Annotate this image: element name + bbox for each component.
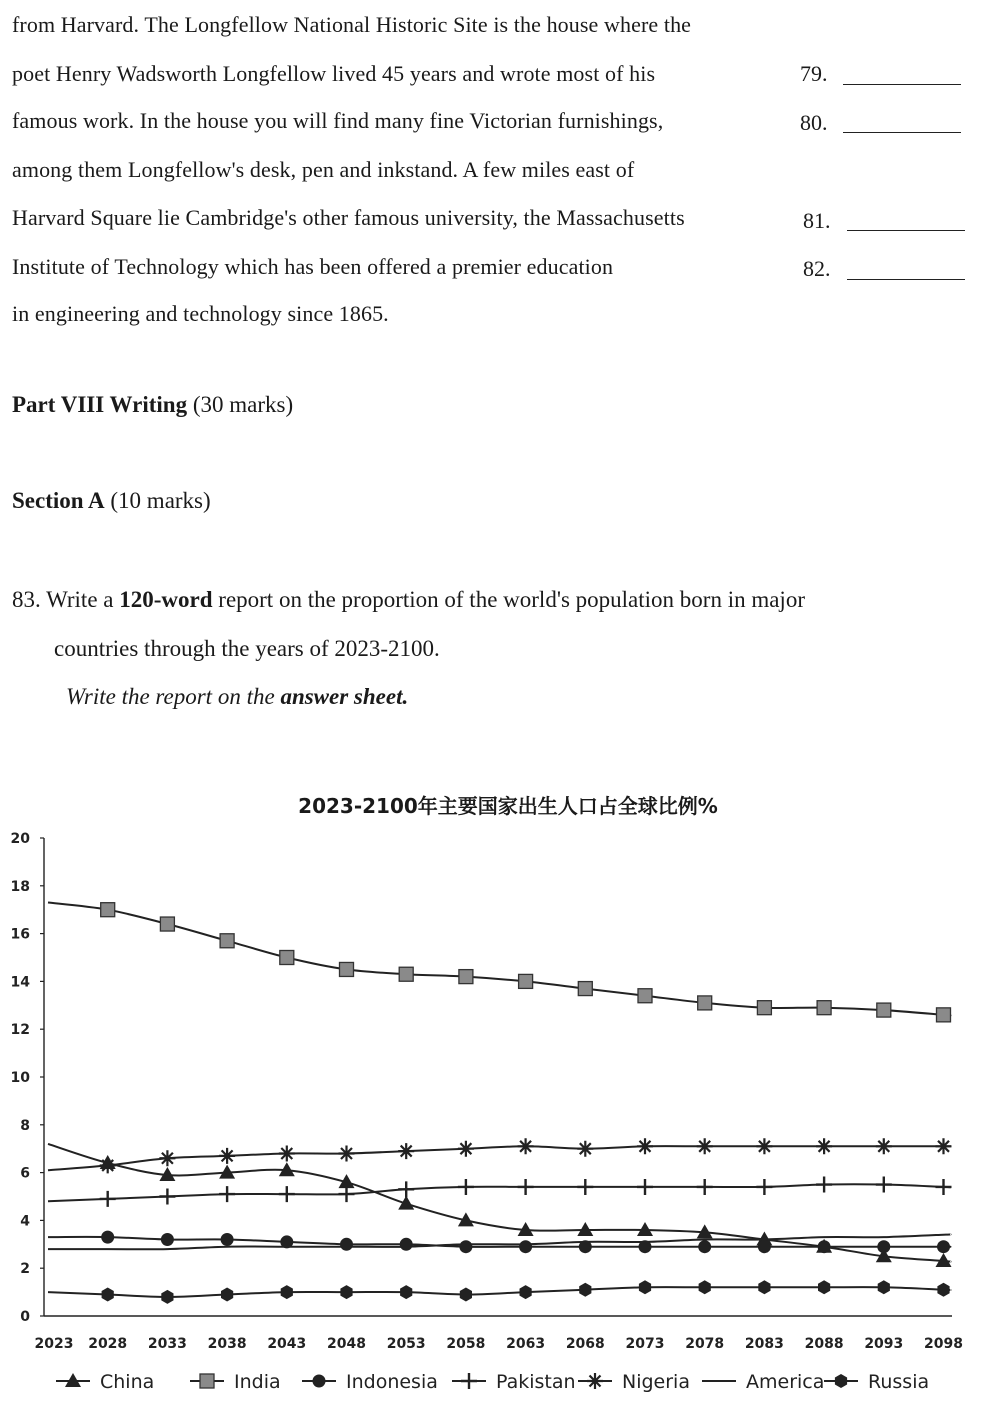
passage-line: in engineering and technology since 1865. xyxy=(12,301,389,326)
question-83-text-after: report on the proportion of the world's population born in major xyxy=(218,587,805,612)
data-point-plus xyxy=(279,1186,295,1202)
data-point-plus xyxy=(219,1186,235,1202)
data-point-square xyxy=(817,1001,831,1015)
data-point-hexagon xyxy=(460,1288,472,1302)
x-tick-label: 2043 xyxy=(267,1336,307,1352)
x-tick-label: 2073 xyxy=(625,1336,665,1352)
legend-label: Russia xyxy=(868,1371,930,1393)
passage-line: among them Longfellow's desk, pen and inkstand. A few miles east of xyxy=(12,157,635,182)
x-tick-label: 2098 xyxy=(924,1336,963,1352)
legend-label: Indonesia xyxy=(346,1371,438,1393)
part-heading-marks: (30 marks) xyxy=(192,392,294,417)
question-83-number: 83. xyxy=(12,587,41,612)
data-point-circle xyxy=(519,1240,532,1253)
data-point-hexagon xyxy=(579,1283,591,1297)
series-nigeria xyxy=(48,1138,952,1173)
x-tick-label: 2078 xyxy=(685,1336,725,1352)
series-line xyxy=(48,1146,950,1170)
data-point-plus xyxy=(458,1179,474,1195)
question-83-line1 xyxy=(12,586,805,614)
data-point-star xyxy=(398,1143,414,1159)
x-tick-label: 2063 xyxy=(506,1336,546,1352)
series-russia xyxy=(48,1280,950,1304)
data-point-square xyxy=(200,1374,214,1388)
data-point-plus xyxy=(936,1179,952,1195)
data-point-plus xyxy=(756,1179,772,1195)
data-point-circle xyxy=(101,1231,114,1244)
question-number-82: 82. xyxy=(803,256,831,281)
data-point-square xyxy=(757,1001,771,1015)
x-tick-label: 2023 xyxy=(34,1336,74,1352)
part-heading-bold: Part VIII Writing xyxy=(12,392,188,417)
y-tick-label: 6 xyxy=(20,1165,30,1182)
data-point-square xyxy=(519,974,533,988)
data-point-square xyxy=(340,962,354,976)
y-tick-label: 16 xyxy=(10,926,30,943)
data-point-square xyxy=(220,934,234,948)
data-point-square xyxy=(160,917,174,931)
data-point-star xyxy=(577,1141,593,1157)
legend-label: America xyxy=(746,1371,825,1393)
data-point-plus xyxy=(876,1177,892,1193)
legend-item-pakistan xyxy=(452,1371,576,1393)
data-point-square xyxy=(399,967,413,981)
x-tick-label: 2033 xyxy=(147,1336,187,1352)
x-tick-label: 2058 xyxy=(446,1336,486,1352)
legend-item-indonesia xyxy=(302,1371,438,1393)
question-83-text-before: Write a xyxy=(46,587,114,612)
y-tick-label: 0 xyxy=(20,1309,30,1325)
series-line xyxy=(48,1184,950,1201)
answer-blank-82[interactable] xyxy=(847,279,965,280)
data-point-hexagon xyxy=(878,1280,890,1294)
data-point-circle xyxy=(698,1240,711,1253)
data-point-hexagon xyxy=(699,1280,711,1294)
y-tick-label: 10 xyxy=(10,1070,30,1086)
data-point-plus xyxy=(697,1179,713,1195)
x-tick-label: 2068 xyxy=(565,1336,605,1352)
data-point-plus xyxy=(518,1179,534,1195)
data-point-triangle xyxy=(577,1222,593,1236)
data-point-square xyxy=(578,982,592,996)
legend-item-india xyxy=(190,1371,281,1393)
section-heading-marks: (10 marks) xyxy=(110,488,211,513)
data-point-star xyxy=(936,1138,952,1154)
data-point-star xyxy=(279,1145,295,1161)
data-point-plus xyxy=(100,1191,116,1207)
series-line xyxy=(48,1287,950,1297)
data-point-square xyxy=(937,1008,951,1022)
data-point-star xyxy=(876,1138,892,1154)
legend-item-russia xyxy=(824,1371,929,1393)
data-point-square xyxy=(101,903,115,917)
data-point-hexagon xyxy=(221,1288,233,1302)
data-point-star xyxy=(100,1157,116,1173)
chart-title: 2023-2100年主要国家出生人口占全球比例% xyxy=(298,794,718,818)
data-point-circle xyxy=(877,1240,890,1253)
y-tick-label: 12 xyxy=(10,1022,30,1039)
legend-item-nigeria xyxy=(578,1371,690,1393)
data-point-star xyxy=(637,1138,653,1154)
population-chart xyxy=(0,775,994,1405)
data-point-star xyxy=(458,1141,474,1157)
data-point-hexagon xyxy=(400,1285,412,1299)
question-number-81: 81. xyxy=(803,208,831,233)
data-point-hexagon xyxy=(937,1283,949,1297)
series-line xyxy=(48,903,950,1016)
section-heading xyxy=(12,487,211,515)
data-point-hexagon xyxy=(835,1374,847,1388)
y-tick-label: 14 xyxy=(10,974,30,991)
data-point-plus xyxy=(159,1189,175,1205)
question-83-line2: countries through the years of 2023-2100. xyxy=(54,636,440,661)
data-point-circle xyxy=(313,1375,326,1388)
part-heading xyxy=(12,391,293,419)
legend-item-china xyxy=(56,1371,154,1393)
data-point-square xyxy=(280,951,294,965)
y-tick-label: 20 xyxy=(10,831,30,847)
instruction-answer-sheet: answer sheet. xyxy=(280,684,409,709)
data-point-square xyxy=(877,1003,891,1017)
passage-line: poet Henry Wadsworth Longfellow lived 45 years and wrote most of his xyxy=(12,61,656,86)
x-tick-label: 2028 xyxy=(88,1336,128,1352)
data-point-circle xyxy=(340,1238,353,1251)
data-point-hexagon xyxy=(818,1280,830,1294)
data-point-star xyxy=(697,1138,713,1154)
legend-label: India xyxy=(234,1371,281,1393)
data-point-circle xyxy=(459,1240,472,1253)
data-point-star xyxy=(816,1138,832,1154)
passage-line: Harvard Square lie Cambridge's other famous university, the Massachusetts xyxy=(12,205,685,230)
x-tick-label: 2048 xyxy=(327,1336,366,1352)
data-point-hexagon xyxy=(758,1280,770,1294)
chart-legend xyxy=(56,1371,929,1393)
y-tick-label: 2 xyxy=(20,1261,30,1278)
instruction-text: Write the report on the xyxy=(66,684,275,709)
data-point-circle xyxy=(758,1240,771,1253)
legend-item-america xyxy=(702,1371,824,1393)
data-point-hexagon xyxy=(281,1285,293,1299)
question-number-80: 80. xyxy=(800,110,828,135)
answer-blank-81[interactable] xyxy=(847,230,965,231)
series-india xyxy=(48,903,951,1022)
series-pakistan xyxy=(48,1177,952,1207)
data-point-hexagon xyxy=(102,1288,114,1302)
chart-axes xyxy=(11,831,963,1352)
chart-lines xyxy=(48,903,952,1304)
question-83-word-count: 120-word xyxy=(119,587,213,612)
y-tick-label: 4 xyxy=(20,1213,30,1230)
answer-blank-80[interactable] xyxy=(843,132,961,133)
x-tick-label: 2083 xyxy=(744,1336,784,1352)
data-point-circle xyxy=(818,1240,831,1253)
data-point-star xyxy=(219,1148,235,1164)
data-point-plus xyxy=(461,1373,477,1389)
question-83-instruction xyxy=(66,684,408,710)
y-tick-label: 18 xyxy=(10,878,30,895)
passage-line: from Harvard. The Longfellow National Historic Site is the house where the xyxy=(12,12,692,37)
y-tick-label: 8 xyxy=(20,1117,30,1134)
passage-line: Institute of Technology which has been offered a premier education xyxy=(12,254,614,279)
data-point-plus xyxy=(816,1177,832,1193)
legend-label: Pakistan xyxy=(496,1371,576,1393)
section-heading-bold: Section A xyxy=(12,488,105,513)
data-point-star xyxy=(587,1373,603,1389)
x-tick-label: 2053 xyxy=(386,1336,426,1352)
legend-label: Nigeria xyxy=(622,1371,690,1393)
data-point-star xyxy=(518,1138,534,1154)
data-point-square xyxy=(638,989,652,1003)
data-point-circle xyxy=(400,1238,413,1251)
x-tick-label: 2093 xyxy=(864,1336,904,1352)
x-tick-label: 2038 xyxy=(207,1336,247,1352)
data-point-star xyxy=(339,1145,355,1161)
x-tick-label: 2088 xyxy=(804,1336,844,1352)
data-point-star xyxy=(756,1138,772,1154)
data-point-star xyxy=(159,1150,175,1166)
legend-label: China xyxy=(100,1371,155,1393)
data-point-square xyxy=(698,996,712,1010)
passage-line: famous work. In the house you will find many fine Victorian furnishings, xyxy=(12,108,664,133)
data-point-circle xyxy=(221,1233,234,1246)
data-point-circle xyxy=(161,1233,174,1246)
data-point-hexagon xyxy=(520,1285,532,1299)
data-point-plus xyxy=(339,1186,355,1202)
data-point-hexagon xyxy=(340,1285,352,1299)
data-point-square xyxy=(459,970,473,984)
data-point-plus xyxy=(398,1181,414,1197)
answer-blank-79[interactable] xyxy=(843,84,961,85)
data-point-plus xyxy=(577,1179,593,1195)
series-indonesia xyxy=(48,1231,950,1254)
data-point-circle xyxy=(937,1240,950,1253)
data-point-hexagon xyxy=(639,1280,651,1294)
data-point-plus xyxy=(637,1179,653,1195)
question-number-79: 79. xyxy=(800,61,828,86)
data-point-hexagon xyxy=(161,1290,173,1304)
